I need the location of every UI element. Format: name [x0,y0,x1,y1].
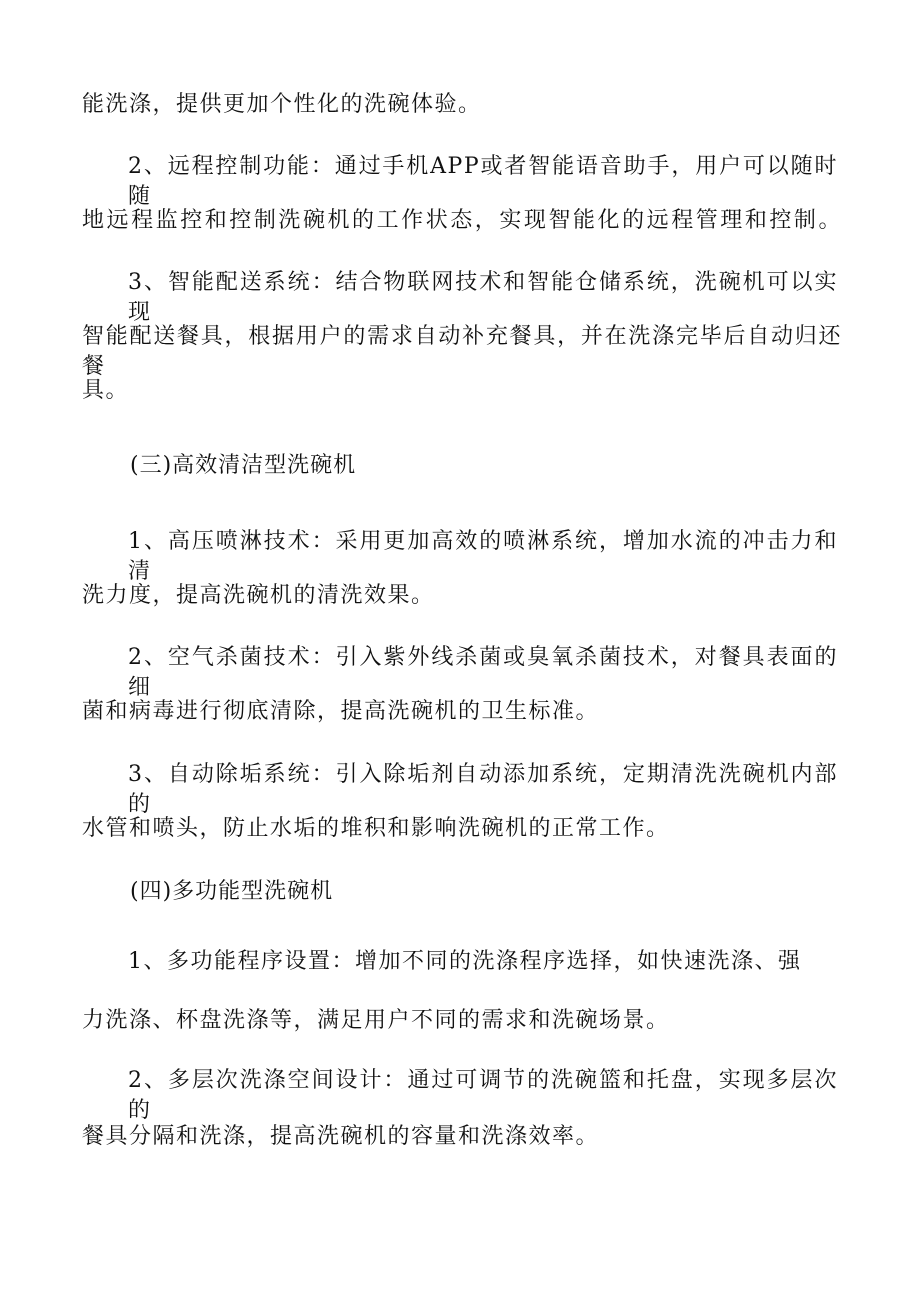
paragraph-line: 餐具分隔和洗涤，提高洗碗机的容量和洗涤效率。 [82,1124,600,1149]
section-heading: (三)高效清洁型洗碗机 [130,453,357,478]
section-heading: (四)多功能型洗碗机 [130,879,334,904]
paragraph-line: 2、空气杀菌技术：引入紫外线杀菌或臭氧杀菌技术，对餐具表面的细 [128,645,838,700]
paragraph-line: 1、高压喷淋技术：采用更加高效的喷淋系统，增加水流的冲击力和清 [128,529,838,584]
paragraph-line: 力洗涤、杯盘洗涤等，满足用户不同的需求和洗碗场景。 [82,1008,670,1033]
paragraph-line: 3、自动除垢系统：引入除垢剂自动添加系统，定期清洗洗碗机内部的 [128,762,838,817]
paragraph-line: 智能配送餐具，根据用户的需求自动补充餐具，并在洗涤完毕后自动归还餐 [82,324,842,379]
paragraph-line: 3、智能配送系统：结合物联网技术和智能仓储系统，洗碗机可以实现 [128,270,838,325]
paragraph-line: 能洗涤，提供更加个性化的洗碗体验。 [82,92,482,117]
paragraph-line: 水管和喷头，防止水垢的堆积和影响洗碗机的正常工作。 [82,816,670,841]
paragraph-line: 2、多层次洗涤空间设计：通过可调节的洗碗篮和托盘，实现多层次的 [128,1068,838,1123]
paragraph-line: 菌和病毒进行彻底清除，提高洗碗机的卫生标准。 [82,699,600,724]
paragraph-line: 地远程监控和控制洗碗机的工作状态，实现智能化的远程管理和控制。 [82,208,842,233]
paragraph-line: 2、远程控制功能：通过手机APP或者智能语音助手，用户可以随时随 [128,154,838,209]
paragraph-line: 洗力度，提高洗碗机的清洗效果。 [82,583,435,608]
paragraph-line: 具。 [82,378,130,403]
paragraph-line: 1、多功能程序设置：增加不同的洗涤程序选择，如快速洗涤、强 [128,949,802,974]
